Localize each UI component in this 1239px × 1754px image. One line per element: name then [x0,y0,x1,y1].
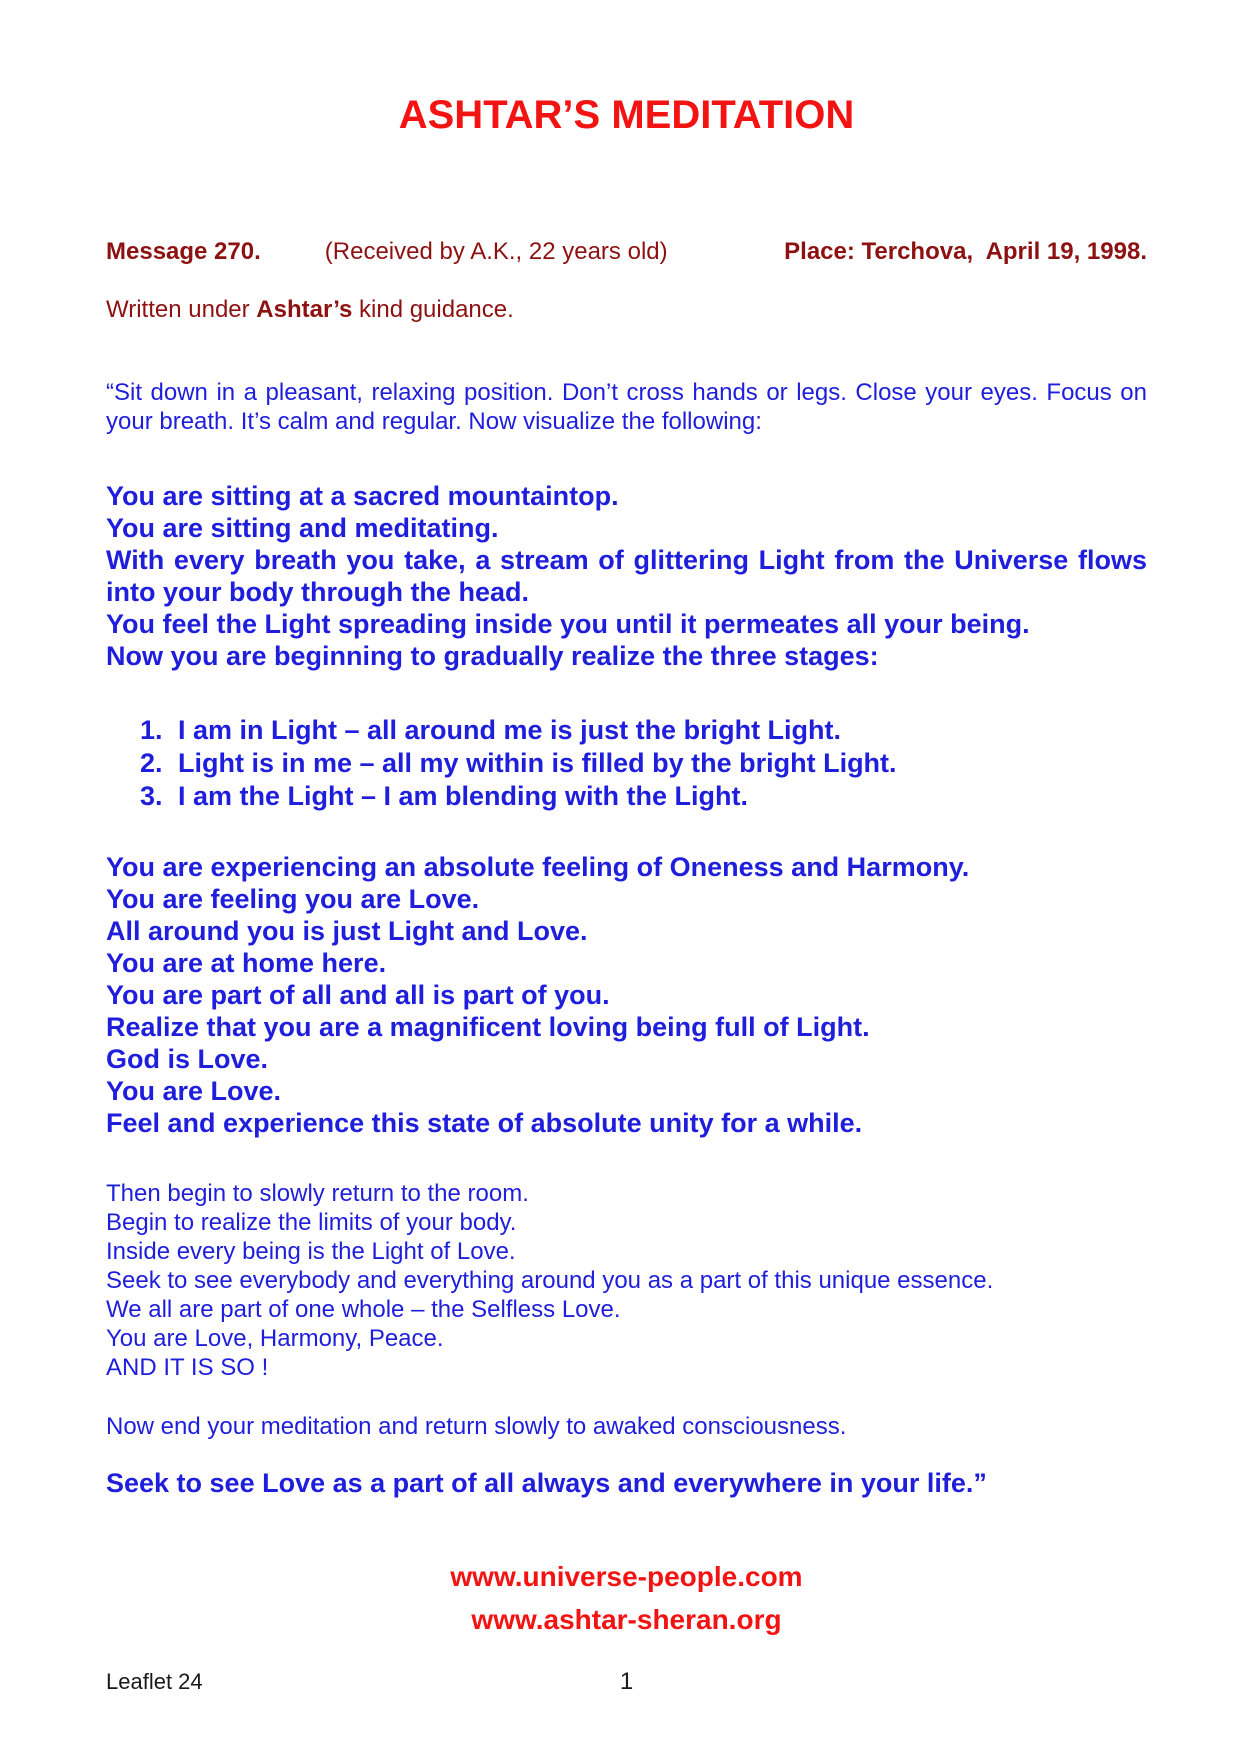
place-date: Place: Terchova, April 19, 1998. [784,238,1147,265]
page-number: 1 [619,1668,634,1695]
affirmation-line: You are part of all and all is part of you. [106,980,610,1010]
stage-number: 2. [140,748,163,778]
byline [106,296,1147,324]
visualization-line: You are sitting at a sacred mountaintop. [106,481,619,511]
stage-text: Light is in me – all my within is filled by the bright Light. [178,748,897,778]
visualization-block [106,480,1147,672]
affirmation-line: All around you is just Light and Love. [106,916,588,946]
affirmation-line: God is Love. [106,1044,269,1074]
message-number: Message 270. [106,238,261,265]
closing-line: AND IT IS SO ! [106,1354,269,1381]
leaflet-label: Leaflet 24 [106,1669,203,1694]
visualization-line: You feel the Light spreading inside you until it permeates all your being. [106,609,1030,639]
closing-line: We all are part of one whole – the Selfless Love. [106,1296,621,1323]
byline-suffix: kind guidance. [352,296,514,323]
ending-line: Now end your meditation and return slowly to awaked consciousness. [106,1413,847,1440]
affirmation-line: You are experiencing an absolute feeling of Oneness and Harmony. [106,852,970,882]
closing-line: Begin to realize the limits of your body. [106,1209,517,1236]
affirmation-line: You are Love. [106,1076,282,1106]
stage-item [140,780,1147,813]
visualization-line: Now you are beginning to gradually realize the three stages: [106,641,879,671]
ashtar-sheran-link[interactable]: www.ashtar-sheran.org [471,1604,782,1635]
closing-line: Inside every being is the Light of Love. [106,1238,516,1265]
message-meta-line [106,238,1147,266]
intro-paragraph: “Sit down in a pleasant, relaxing position. Don’t cross hands or legs. Close your eyes. Focus on your breath. It’s calm and regular. Now visualize the following: [106,379,1147,435]
final-message: Seek to see Love as a part of all always and everywhere in your life.” [106,1468,987,1498]
affirmation-line: Feel and experience this state of absolute unity for a while. [106,1108,863,1138]
received-by: (Received by A.K., 22 years old) [324,238,668,265]
closing-line: You are Love, Harmony, Peace. [106,1325,444,1352]
stage-item [140,747,1147,780]
affirmation-line: You are feeling you are Love. [106,884,480,914]
affirmation-line: Realize that you are a magnificent loving being full of Light. [106,1012,870,1042]
closing-block [106,1179,1147,1382]
website-links [106,1555,1147,1641]
byline-name: Ashtar’s [256,296,353,323]
universe-people-link[interactable]: www.universe-people.com [450,1561,803,1592]
closing-line: Then begin to slowly return to the room. [106,1180,529,1207]
stage-item [140,714,1147,747]
stages-list [106,714,1147,813]
page-footer [106,1669,1147,1697]
stage-number: 1. [140,715,163,745]
affirmation-block [106,851,1147,1139]
stage-text: I am in Light – all around me is just the bright Light. [178,715,842,745]
byline-prefix: Written under [106,296,257,323]
page-title: ASHTAR’S MEDITATION [398,93,855,137]
stage-text: I am the Light – I am blending with the Light. [178,781,748,811]
stage-number: 3. [140,781,163,811]
closing-line: Seek to see everybody and everything around you as a part of this unique essence. [106,1267,994,1294]
affirmation-line: You are at home here. [106,948,387,978]
visualization-line: You are sitting and meditating. [106,513,499,543]
visualization-line: With every breath you take, a stream of glittering Light from the Universe flows into your body through the head. [106,545,1147,607]
